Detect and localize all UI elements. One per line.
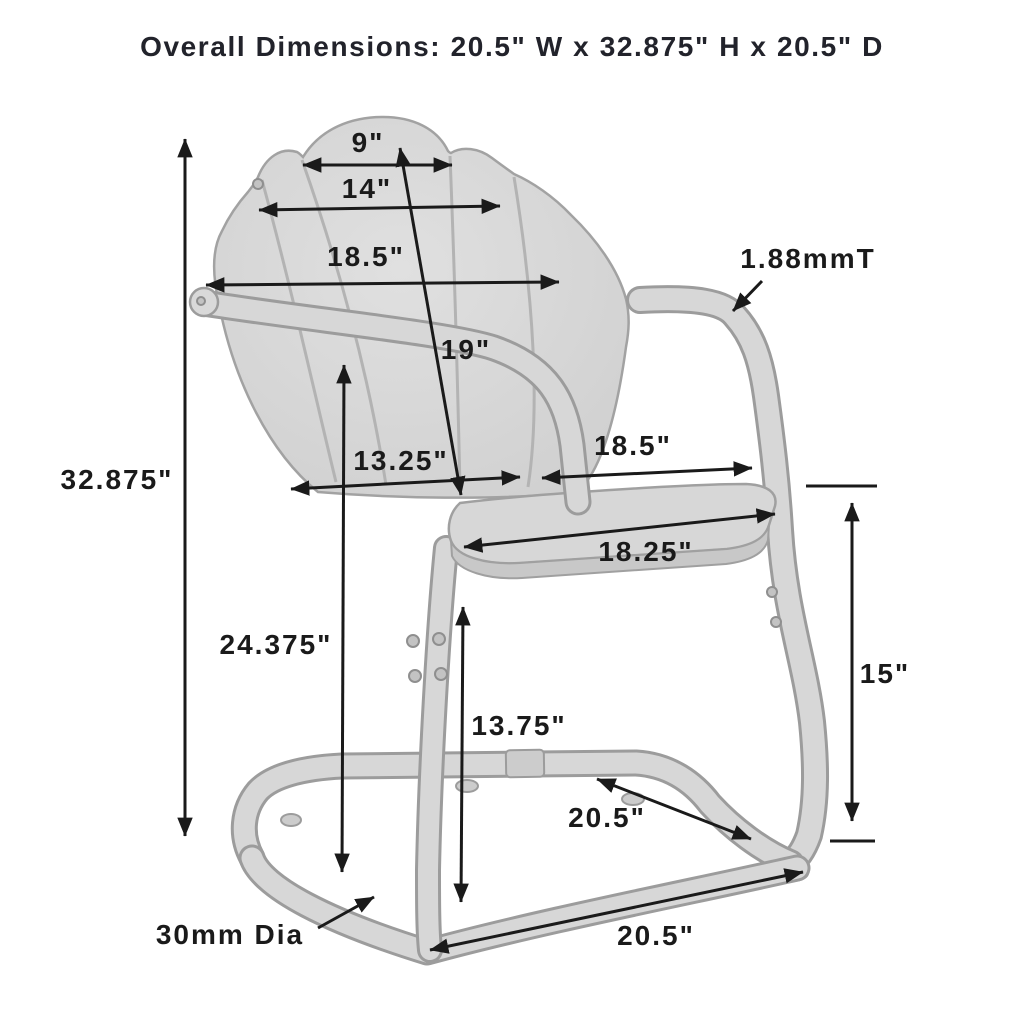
dim-label-back-mid-width: 14" — [341, 173, 393, 204]
dim-label-seat-width: 18.5" — [594, 430, 672, 461]
dim-label-back-bottom-width: 13.25" — [353, 445, 449, 476]
bolt-head — [407, 635, 419, 647]
foot-glide — [456, 780, 478, 792]
dim-tube-thickness — [733, 243, 876, 311]
dim-overall-height — [61, 139, 185, 836]
dim-label-back-width: 18.5" — [327, 241, 405, 272]
bolt-head — [433, 633, 445, 645]
bolt-head — [253, 179, 263, 189]
tube-joint-sleeve — [506, 750, 544, 778]
bolt-head — [435, 668, 447, 680]
dim-label-back-top-width: 9" — [351, 127, 385, 158]
bolt-head — [771, 617, 781, 627]
dim-label-base-depth: 20.5" — [568, 802, 646, 833]
foot-glide — [281, 814, 301, 826]
bolt-head — [197, 297, 205, 305]
dim-label-arm-height: 24.375" — [219, 629, 333, 660]
dim-label-base-width: 20.5" — [617, 920, 695, 951]
dim-label-tube-diameter: 30mm Dia — [155, 919, 305, 950]
dim-label-rear-frame-height: 15" — [859, 658, 911, 689]
bolt-head — [767, 587, 777, 597]
dim-label-overall-height: 32.875" — [60, 464, 174, 495]
page-title: Overall Dimensions: 20.5" W x 32.875" H x 20.5" D — [140, 31, 884, 62]
dim-label-tube-thickness: 1.88mmT — [740, 243, 876, 274]
bolt-head — [409, 670, 421, 682]
dim-base-width — [430, 872, 803, 951]
dim-label-seat-depth: 18.25" — [598, 536, 694, 567]
dim-label-back-diagonal-height: 19" — [440, 334, 492, 365]
dim-label-seat-height: 13.75" — [471, 710, 567, 741]
